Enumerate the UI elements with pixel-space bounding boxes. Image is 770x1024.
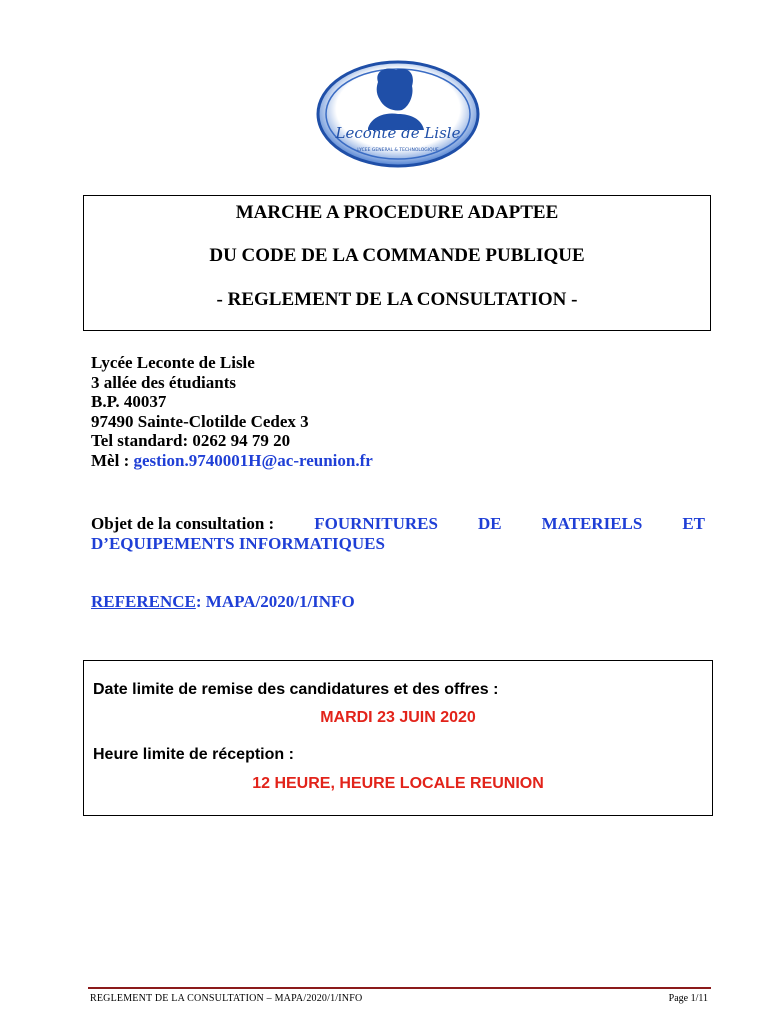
time-label: Heure limite de réception : <box>93 746 294 763</box>
objet-line-2: D’EQUIPEMENTS INFORMATIQUES <box>91 534 385 553</box>
deadline-box <box>83 660 713 816</box>
objet-word-4: ET <box>682 514 705 533</box>
address-phone: Tel standard: 0262 94 79 20 <box>91 431 291 450</box>
reference <box>91 592 355 612</box>
title-box <box>83 195 711 331</box>
address-bp: B.P. 40037 <box>91 392 167 411</box>
date-value: MARDI 23 JUIN 2020 <box>320 709 476 726</box>
objet-word-1: FOURNITURES <box>314 514 438 533</box>
mail-label: Mèl : <box>91 450 134 470</box>
title-line-2: DU CODE DE LA COMMANDE PUBLIQUE <box>209 245 585 266</box>
time-value: 12 HEURE, HEURE LOCALE REUNION <box>252 775 544 792</box>
logo-signature: Leconte de Lisle <box>335 124 461 142</box>
address-street: 3 allée des étudiants <box>91 372 236 392</box>
school-logo <box>316 58 480 170</box>
title-line-1: MARCHE A PROCEDURE ADAPTEE <box>235 202 559 223</box>
logo-tagline: LYCEE GENERAL & TECHNOLOGIQUE <box>357 148 439 153</box>
objet-block <box>91 514 705 554</box>
reference-label: REFERENCE <box>91 592 196 611</box>
address-mail <box>91 451 373 471</box>
mail-link[interactable]: gestion.9740001H@ac-reunion.fr <box>133 450 373 470</box>
reference-value: : MAPA/2020/1/INFO <box>195 592 355 611</box>
objet-label: Objet de la consultation : <box>91 514 275 533</box>
date-label: Date limite de remise des candidatures et des offres : <box>93 681 499 698</box>
page-number: Page 1/11 <box>668 993 708 1004</box>
footer-rule <box>88 987 711 989</box>
address-city: 97490 Sainte-Clotilde Cedex 3 <box>91 411 309 431</box>
title-line-3: - REGLEMENT DE LA CONSULTATION - <box>216 289 578 310</box>
objet-word-3: MATERIELS <box>541 514 643 533</box>
footer-title: REGLEMENT DE LA CONSULTATION – MAPA/2020/1/INFO <box>90 993 363 1004</box>
objet-word-2: DE <box>477 514 502 533</box>
address-name: Lycée Leconte de Lisle <box>91 353 255 372</box>
address-block <box>91 353 373 470</box>
